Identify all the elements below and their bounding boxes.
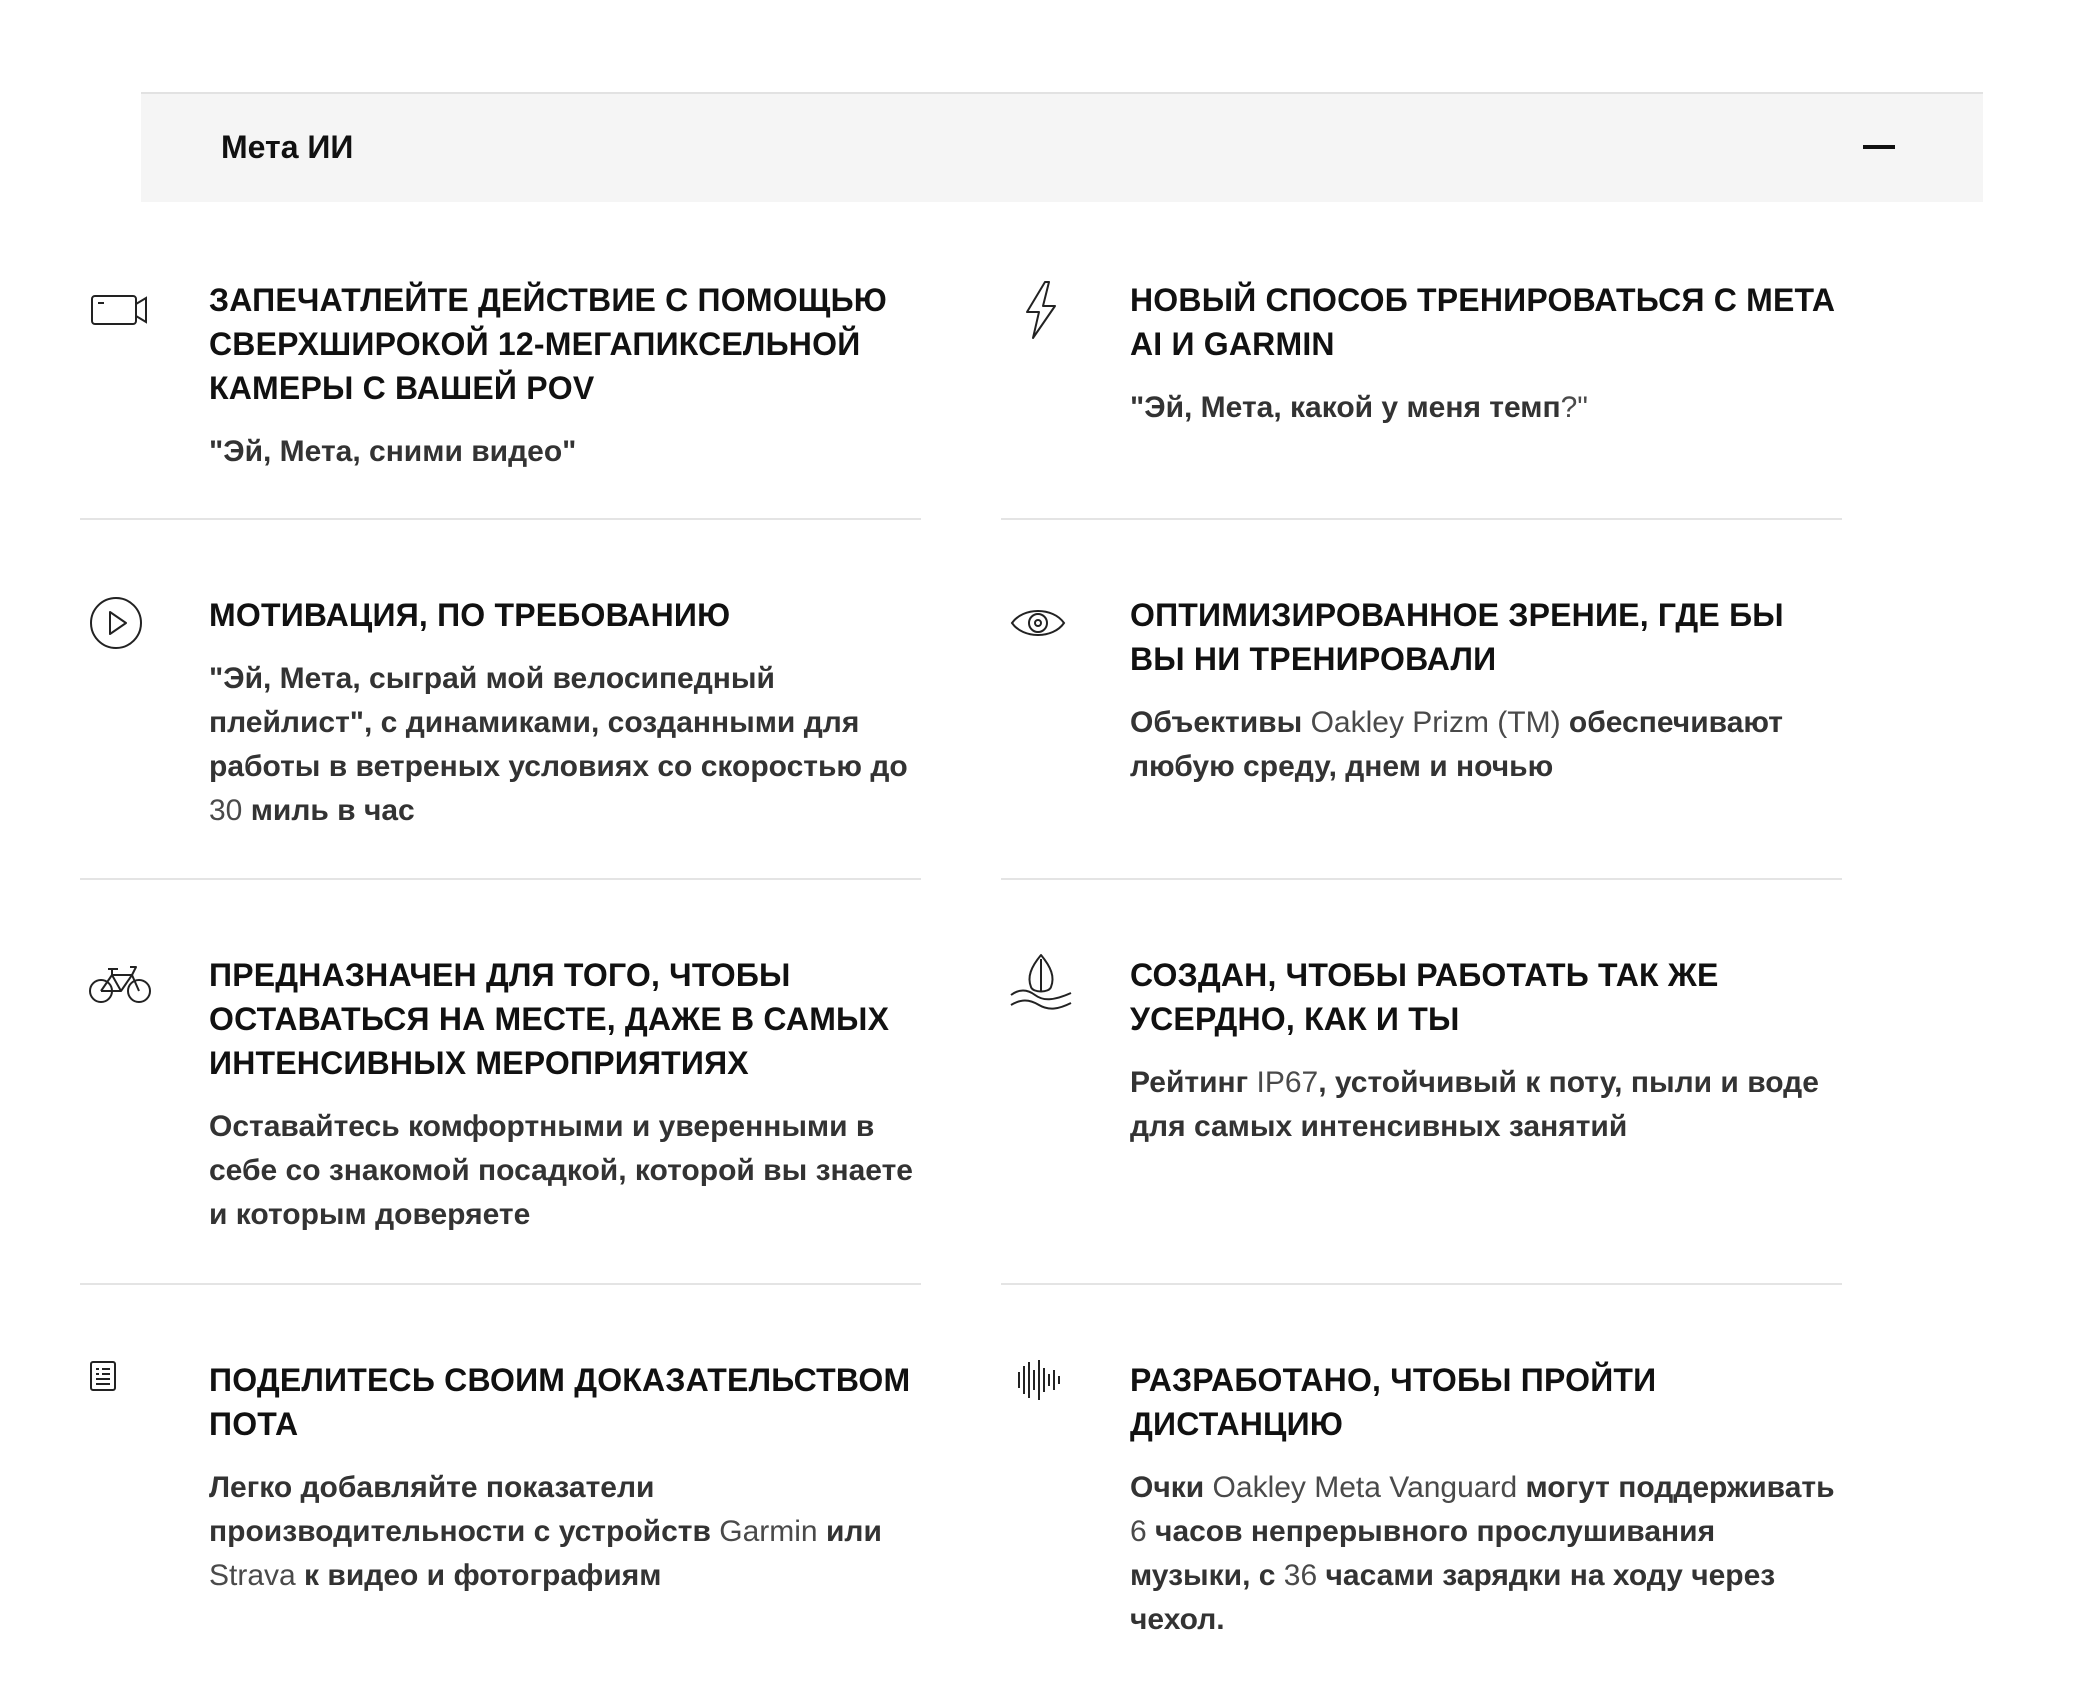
lightning-bolt-icon <box>1009 278 1073 342</box>
divider <box>80 518 921 520</box>
feature-description: Очки Oakley Meta Vanguard могут поддерживать 6 часов непрерывного прослушивания музыки, с 36 часами зарядки на ходу через чехол. <box>1130 1471 1835 1636</box>
feature-title: МОТИВАЦИЯ, ПО ТРЕБОВАНИЮ <box>209 597 731 633</box>
feature-title: ПРЕДНАЗНАЧЕН ДЛЯ ТОГО, ЧТОБЫ ОСТАВАТЬСЯ НА МЕСТЕ, ДАЖЕ В САМЫХ ИНТЕНСИВНЫХ МЕРОПРИЯТИЯХ <box>209 957 890 1081</box>
bicycle-icon <box>88 953 152 1017</box>
divider <box>80 878 921 880</box>
feature-title: РАЗРАБОТАНО, ЧТОБЫ ПРОЙТИ ДИСТАНЦИЮ <box>1130 1362 1657 1442</box>
minus-icon[interactable] <box>1859 124 1903 168</box>
sound-wave-icon <box>1009 1358 1073 1422</box>
divider <box>80 1283 921 1285</box>
feature-title: СОЗДАН, ЧТОБЫ РАБОТАТЬ ТАК ЖЕ УСЕРДНО, КАК И ТЫ <box>1130 957 1719 1037</box>
feature-description: Оставайтесь комфортными и уверенными в себе со знакомой посадкой, которой вы знаете и которым доверяете <box>209 1110 913 1231</box>
eye-icon <box>1009 593 1073 657</box>
divider <box>1001 878 1842 880</box>
feature-description: Объективы Oakley Prizm (TM) обеспечивают любую среду, днем и ночью <box>1130 706 1783 783</box>
meta-ai-accordion <box>141 92 1983 202</box>
feature-description: "Эй, Мета, какой у меня темп?" <box>1130 391 1588 424</box>
divider <box>1001 1283 1842 1285</box>
accordion-title: Мета ИИ <box>221 129 354 165</box>
play-circle-icon <box>88 593 152 657</box>
video-camera-icon <box>88 278 152 342</box>
feature-title: ПОДЕЛИТЕСЬ СВОИМ ДОКАЗАТЕЛЬСТВОМ ПОТА <box>209 1362 911 1442</box>
feature-description: Рейтинг IP67, устойчивый к поту, пыли и воде для самых интенсивных занятий <box>1130 1066 1819 1143</box>
water-drop-waves-icon <box>1009 953 1073 1017</box>
divider <box>1001 518 1842 520</box>
feature-title: ОПТИМИЗИРОВАННОЕ ЗРЕНИЕ, ГДЕ БЫ ВЫ НИ ТРЕНИРОВАЛИ <box>1130 597 1784 677</box>
feature-title: ЗАПЕЧАТЛЕЙТЕ ДЕЙСТВИЕ С ПОМОЩЬЮ СВЕРХШИРОКОЙ 12-МЕГАПИКСЕЛЬНОЙ КАМЕРЫ С ВАШЕЙ POV <box>209 282 887 406</box>
feature-description: "Эй, Мета, сними видео" <box>209 435 577 468</box>
accordion-header[interactable] <box>141 92 1983 202</box>
feature-description: "Эй, Мета, сыграй мой велосипедный плейлист", с динамиками, созданными для работы в ветреных условиях со скоростью до 30 миль в час <box>209 662 908 827</box>
feature-description: Легко добавляйте показатели производительности с устройств Garmin или Strava к видео и фотографиям <box>209 1471 882 1592</box>
document-list-icon <box>88 1358 152 1422</box>
feature-title: НОВЫЙ СПОСОБ ТРЕНИРОВАТЬСЯ С META AI И GARMIN <box>1130 282 1835 362</box>
